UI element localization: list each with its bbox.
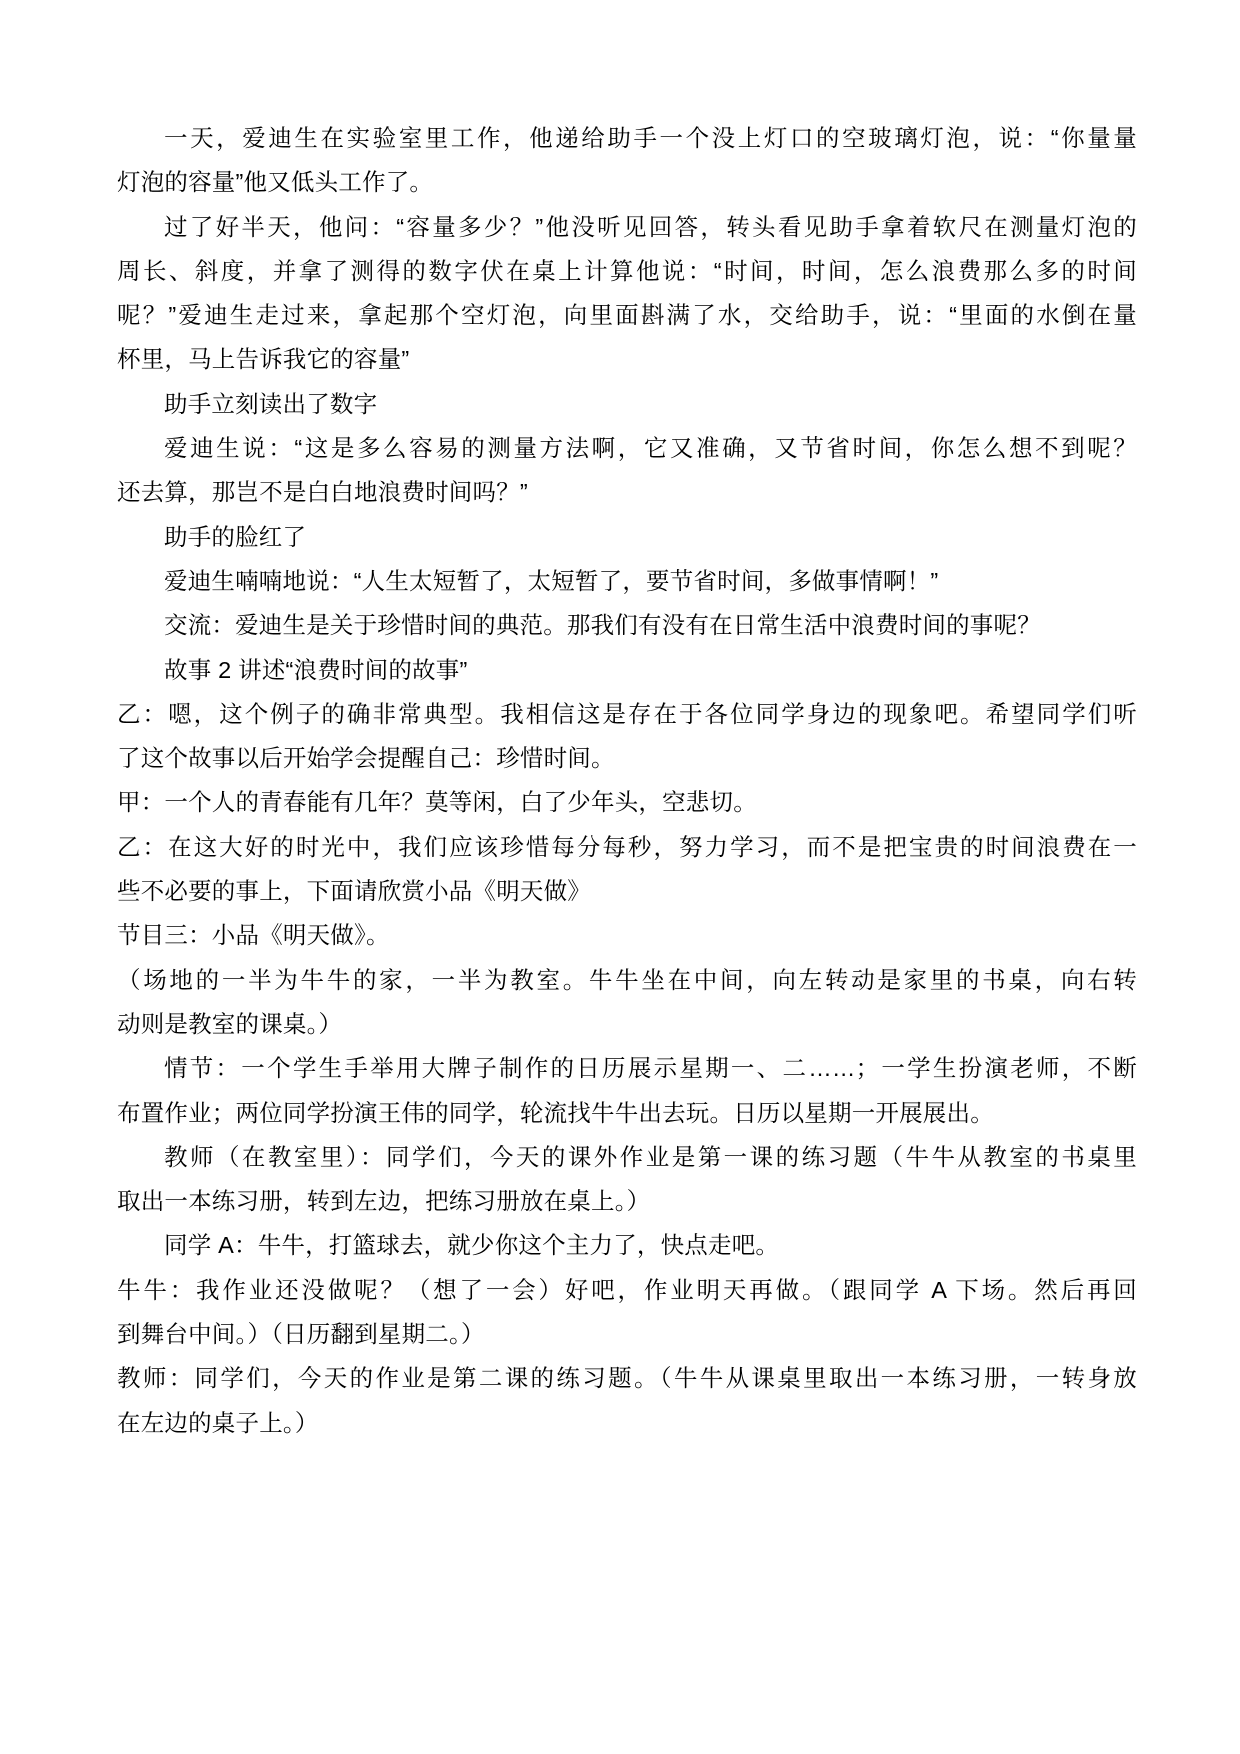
text-line: 教师：同学们，今天的作业是第二课的练习题。（牛牛从课桌里取出一本练习册，一转身放 [117,1365,1137,1392]
text-line: 甲：一个人的青春能有几年？莫等闲，白了少年头，空悲切。 [117,789,757,816]
text-line: 周长、斜度，并拿了测得的数字伏在桌上计算他说：“时间，时间，怎么浪费那么多的时间 [117,257,1137,284]
text-line: 节目三：小品《明天做》。 [117,922,390,949]
text-line: 助手的脸红了 [164,523,307,550]
text-line: （场地的一半为牛牛的家，一半为教室。牛牛坐在中间，向左转动是家里的书桌，向右转 [117,966,1137,993]
text-line: 些不必要的事上，下面请欣赏小品《明天做》 [117,878,591,905]
text-line: 牛牛：我作业还没做呢？（想了一会）好吧，作业明天再做。（跟同学 A 下场。然后再回 [117,1276,1137,1303]
text-line: 灯泡的容量”他又低头工作了。 [117,169,434,196]
text-line: 在左边的桌子上。） [117,1409,319,1436]
text-line: 还去算，那岂不是白白地浪费时间吗？” [117,479,528,506]
text-line: 教师（在教室里）：同学们，今天的课外作业是第一课的练习题（牛牛从教室的书桌里 [164,1143,1137,1170]
text-line: 情节：一个学生手举用大牌子制作的日历展示星期一、二……；一学生扮演老师，不断 [164,1055,1137,1082]
text-line: 到舞台中间。）（日历翻到星期二。） [117,1321,485,1348]
text-line: 杯里，马上告诉我它的容量” [117,346,410,373]
text-line: 布置作业；两位同学扮演王伟的同学，轮流找牛牛出去玩。日历以星期一开展展出。 [117,1099,994,1126]
text-line: 同学 A：牛牛，打篮球去，就少你这个主力了，快点走吧。 [164,1232,780,1259]
text-line: 乙：嗯，这个例子的确非常典型。我相信这是存在于各位同学身边的现象吧。希望同学们听 [117,700,1137,727]
text-line: 爱迪生说：“这是多么容易的测量方法啊，它又准确，又节省时间，你怎么想不到呢？ [164,435,1137,462]
text-line: 过了好半天，他问：“容量多少？”他没听见回答，转头看见助手拿着软尺在测量灯泡的 [164,213,1137,240]
text-line: 助手立刻读出了数字 [164,390,378,417]
text-line: 故事 2 讲述“浪费时间的故事” [164,656,468,683]
text-line: 交流：爱迪生是关于珍惜时间的典范。那我们有没有在日常生活中浪费时间的事呢？ [164,612,1041,639]
text-line: 一天，爱迪生在实验室里工作，他递给助手一个没上灯口的空玻璃灯泡，说：“你量量 [164,125,1137,151]
document-body [117,116,1137,1445]
text-line: 动则是教室的课桌。） [117,1010,343,1037]
text-line: 乙：在这大好的时光中，我们应该珍惜每分每秒，努力学习，而不是把宝贵的时间浪费在一 [117,833,1137,860]
text-line: 了这个故事以后开始学会提醒自己：珍惜时间。 [117,745,615,772]
text-line: 爱迪生喃喃地说：“人生太短暂了，太短暂了，要节省时间，多做事情啊！” [164,567,939,594]
text-line: 呢？”爱迪生走过来，拿起那个空灯泡，向里面斟满了水，交给助手，说：“里面的水倒在量 [117,302,1137,329]
text-line: 取出一本练习册，转到左边，把练习册放在桌上。） [117,1188,651,1215]
